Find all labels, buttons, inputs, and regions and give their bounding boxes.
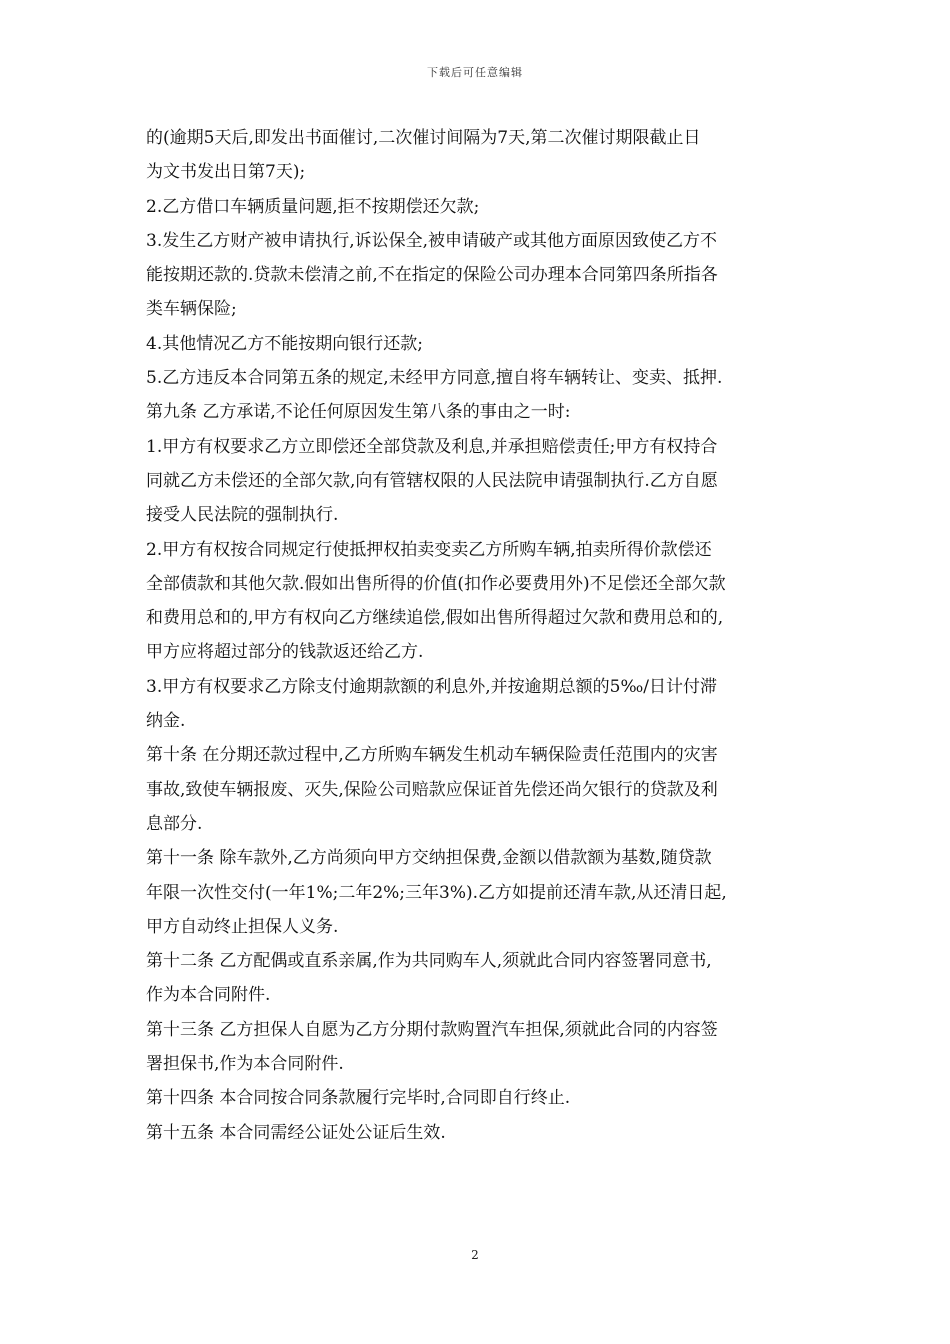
text-line: 第十四条 本合同按合同条款履行完毕时,合同即自行终止. bbox=[146, 1088, 571, 1109]
page-number: 2 bbox=[471, 1248, 479, 1262]
text-line: 为文书发出日第7天); bbox=[146, 162, 306, 183]
text-line: 第十一条 除车款外,乙方尚须向甲方交纳担保费,金额以借款额为基数,随贷款 bbox=[146, 848, 712, 869]
text-line: 第十三条 乙方担保人自愿为乙方分期付款购置汽车担保,须就此合同的内容签 bbox=[146, 1019, 718, 1040]
text-line: 2.甲方有权按合同规定行使抵押权拍卖变卖乙方所购车辆,拍卖所得价款偿还 bbox=[146, 539, 712, 560]
text-line: 息部分. bbox=[146, 813, 203, 834]
text-line: 第十五条 本合同需经公证处公证后生效. bbox=[146, 1122, 446, 1143]
text-line: 年限一次性交付(一年1%;二年2%;三年3%).乙方如提前还清车款,从还清日起, bbox=[146, 882, 727, 903]
text-line: 3.甲方有权要求乙方除支付逾期款额的利息外,并按逾期总额的5‰/日计付滞 bbox=[146, 676, 717, 697]
text-line: 的(逾期5天后,即发出书面催讨,二次催讨间隔为7天,第二次催讨期限截止日 bbox=[146, 128, 701, 148]
text-line: 4.其他情况乙方不能按期向银行还款; bbox=[146, 333, 423, 354]
header-note: 下载后可任意编辑 bbox=[427, 66, 523, 79]
text-line: 甲方应将超过部分的钱款返还给乙方. bbox=[146, 642, 424, 663]
text-line: 事故,致使车辆报废、灭失,保险公司赔款应保证首先偿还尚欠银行的贷款及利 bbox=[146, 779, 718, 800]
text-line: 3.发生乙方财产被申请执行,诉讼保全,被申请破产或其他方面原因致使乙方不 bbox=[146, 230, 718, 251]
text-line: 第十二条 乙方配偶或直系亲属,作为共同购车人,须就此合同内容签署同意书, bbox=[146, 951, 712, 972]
text-line: 甲方自动终止担保人义务. bbox=[146, 916, 339, 937]
text-line: 2.乙方借口车辆质量问题,拒不按期偿还欠款; bbox=[146, 196, 480, 217]
text-line: 作为本合同附件. bbox=[146, 985, 271, 1006]
text-line: 全部债款和其他欠款.假如出售所得的价值(扣作必要费用外)不足偿还全部欠款 bbox=[146, 573, 726, 594]
text-line: 第九条 乙方承诺,不论任何原因发生第八条的事由之一时: bbox=[146, 402, 571, 423]
document-body bbox=[146, 121, 810, 1150]
text-line: 同就乙方未偿还的全部欠款,向有管辖权限的人民法院申请强制执行.乙方自愿 bbox=[146, 470, 718, 491]
text-line: 1.甲方有权要求乙方立即偿还全部贷款及利息,并承担赔偿责任;甲方有权持合 bbox=[146, 436, 718, 457]
text-line: 纳金. bbox=[146, 711, 186, 732]
text-line: 第十条 在分期还款过程中,乙方所购车辆发生机动车辆保险责任范围内的灾害 bbox=[146, 745, 718, 766]
text-line: 5.乙方违反本合同第五条的规定,未经甲方同意,擅自将车辆转让、变卖、抵押. bbox=[146, 368, 723, 389]
text-line: 类车辆保险; bbox=[146, 299, 237, 320]
text-line: 和费用总和的,甲方有权向乙方继续追偿,假如出售所得超过欠款和费用总和的, bbox=[146, 608, 724, 629]
text-line: 能按期还款的.贷款未偿清之前,不在指定的保险公司办理本合同第四条所指各 bbox=[146, 265, 718, 286]
text-line: 接受人民法院的强制执行. bbox=[146, 505, 339, 526]
text-line: 署担保书,作为本合同附件. bbox=[146, 1054, 344, 1075]
